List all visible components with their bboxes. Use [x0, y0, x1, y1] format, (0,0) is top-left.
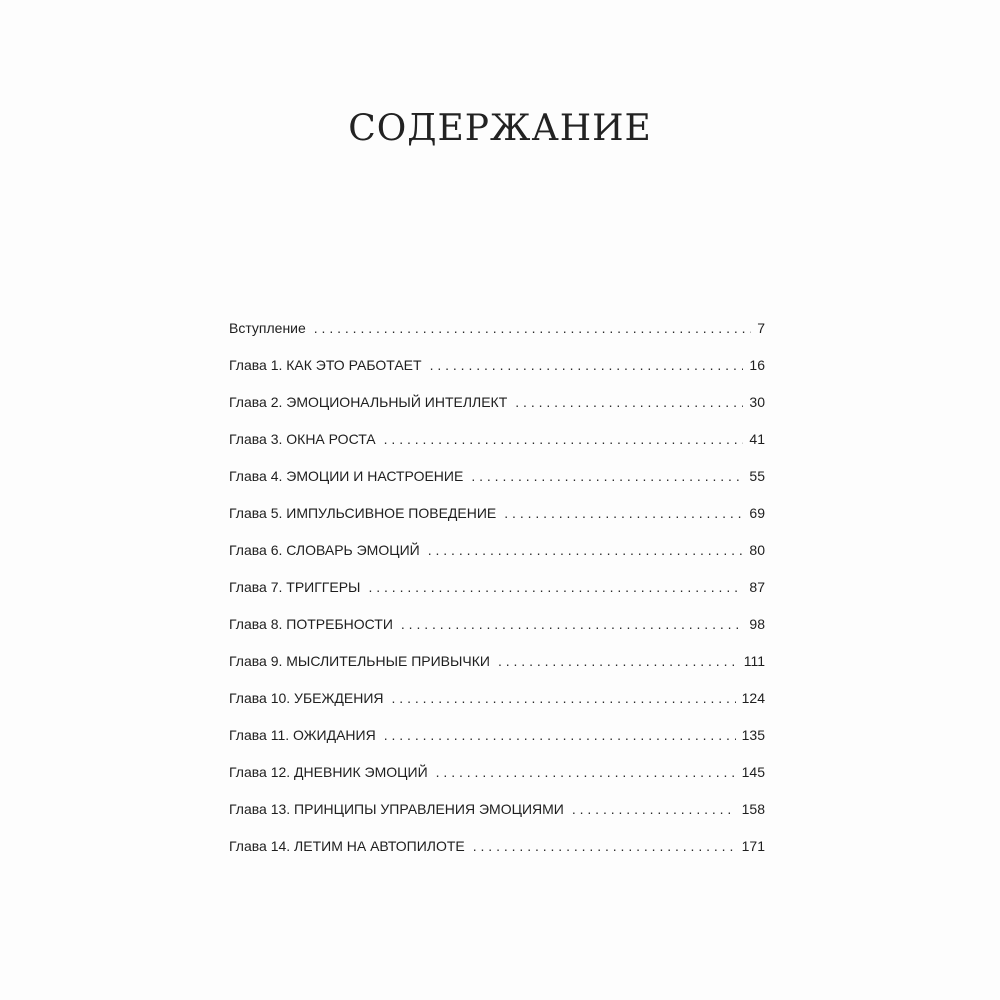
toc-entry	[229, 320, 765, 357]
toc-entry-label: Глава 6. СЛОВАРЬ ЭМОЦИЙ	[229, 542, 420, 558]
toc-entry-page: 7	[757, 320, 765, 336]
toc-entry-label: Глава 9. МЫСЛИТЕЛЬНЫЕ ПРИВЫЧКИ	[229, 653, 490, 669]
dot-leader	[436, 764, 736, 780]
toc-entry-label: Глава 11. ОЖИДАНИЯ	[229, 727, 376, 743]
toc-entry-page: 41	[749, 431, 765, 447]
toc-entry	[229, 727, 765, 764]
toc-entry	[229, 801, 765, 838]
dot-leader	[392, 690, 736, 706]
toc-entry-page: 55	[749, 468, 765, 484]
dot-leader	[471, 468, 743, 484]
toc-entry	[229, 468, 765, 505]
toc-entry-label: Глава 12. ДНЕВНИК ЭМОЦИЙ	[229, 764, 428, 780]
toc-entry-page: 171	[741, 838, 765, 854]
dot-leader	[314, 320, 751, 336]
dot-leader	[515, 394, 743, 410]
dot-leader	[504, 505, 743, 521]
toc-entry-label: Глава 14. ЛЕТИМ НА АВТОПИЛОТЕ	[229, 838, 465, 854]
table-of-contents	[229, 320, 765, 875]
dot-leader	[473, 838, 736, 854]
toc-entry	[229, 616, 765, 653]
dot-leader	[428, 542, 744, 558]
toc-entry-page: 16	[749, 357, 765, 373]
toc-entry-page: 135	[741, 727, 765, 743]
dot-leader	[572, 801, 736, 817]
toc-entry	[229, 431, 765, 468]
toc-entry	[229, 542, 765, 579]
dot-leader	[384, 431, 744, 447]
dot-leader	[384, 727, 736, 743]
toc-entry	[229, 394, 765, 431]
toc-entry-label: Глава 10. УБЕЖДЕНИЯ	[229, 690, 384, 706]
toc-entry	[229, 505, 765, 542]
toc-entry	[229, 579, 765, 616]
toc-entry	[229, 690, 765, 727]
toc-entry	[229, 764, 765, 801]
toc-entry-label: Глава 13. ПРИНЦИПЫ УПРАВЛЕНИЯ ЭМОЦИЯМИ	[229, 801, 564, 817]
toc-entry-page: 145	[741, 764, 765, 780]
dot-leader	[368, 579, 743, 595]
dot-leader	[498, 653, 738, 669]
toc-entry-label: Глава 1. КАК ЭТО РАБОТАЕТ	[229, 357, 422, 373]
toc-entry-page: 124	[741, 690, 765, 706]
toc-entry-label: Глава 8. ПОТРЕБНОСТИ	[229, 616, 393, 632]
toc-entry-label: Глава 4. ЭМОЦИИ И НАСТРОЕНИЕ	[229, 468, 464, 484]
toc-entry-label: Глава 2. ЭМОЦИОНАЛЬНЫЙ ИНТЕЛЛЕКТ	[229, 394, 508, 410]
toc-entry-page: 87	[749, 579, 765, 595]
toc-entry-page: 111	[743, 653, 765, 669]
toc-entry-page: 30	[749, 394, 765, 410]
toc-entry	[229, 838, 765, 875]
dot-leader	[401, 616, 744, 632]
toc-entry-label: Вступление	[229, 320, 306, 336]
toc-entry	[229, 653, 765, 690]
toc-entry-page: 69	[749, 505, 765, 521]
toc-entry-label: Глава 7. ТРИГГЕРЫ	[229, 579, 361, 595]
toc-entry-label: Глава 3. ОКНА РОСТА	[229, 431, 376, 447]
toc-entry-page: 158	[741, 801, 765, 817]
page-title: СОДЕРЖАНИЕ	[348, 108, 652, 149]
toc-entry-page: 98	[749, 616, 765, 632]
toc-entry-label: Глава 5. ИМПУЛЬСИВНОЕ ПОВЕДЕНИЕ	[229, 505, 497, 521]
dot-leader	[430, 357, 744, 373]
toc-entry-page: 80	[749, 542, 765, 558]
toc-entry	[229, 357, 765, 394]
